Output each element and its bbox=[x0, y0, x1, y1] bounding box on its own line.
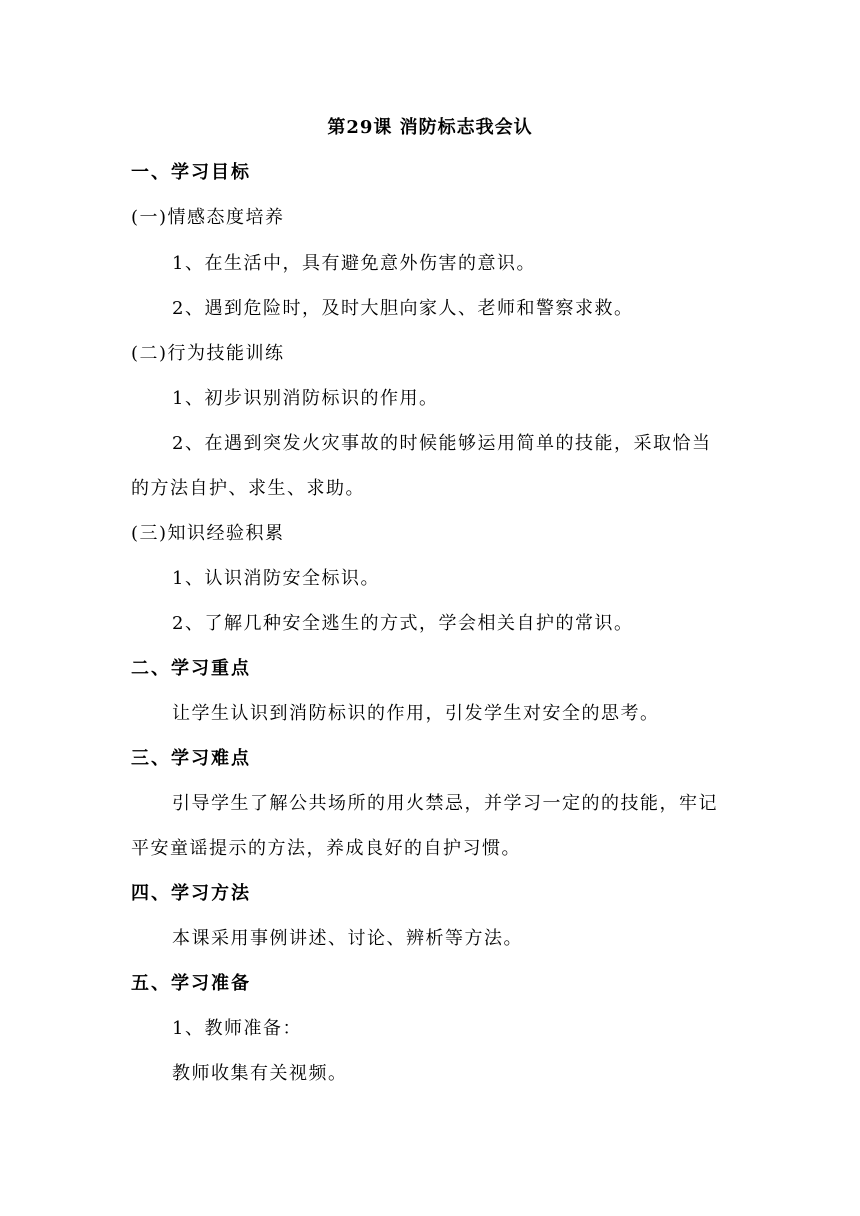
list-item: 1、教师准备： bbox=[172, 1018, 302, 1039]
list-item: 1、初步识别消防标识的作用。 bbox=[172, 388, 439, 409]
section-heading-learning-objectives: 一、学习目标 bbox=[131, 162, 251, 183]
list-item: 2、遇到危险时，及时大胆向家人、老师和警察求救。 bbox=[172, 298, 634, 319]
paragraph: 引导学生了解公共场所的用火禁忌，并学习一定的的技能，牢记 bbox=[172, 793, 718, 814]
subsection-heading-emotional-attitude: (一)情感态度培养 bbox=[131, 207, 285, 228]
paragraph: 让学生认识到消防标识的作用，引发学生对安全的思考。 bbox=[172, 703, 660, 724]
paragraph-continuation: 平安童谣提示的方法，养成良好的自护习惯。 bbox=[131, 838, 521, 859]
section-heading-preparation: 五、学习准备 bbox=[131, 973, 251, 994]
list-item: 2、在遇到突发火灾事故的时候能够运用简单的技能，采取恰当 bbox=[172, 433, 712, 454]
paragraph: 教师收集有关视频。 bbox=[172, 1063, 348, 1084]
list-item-continuation: 的方法自护、求生、求助。 bbox=[131, 478, 365, 499]
list-item: 1、在生活中，具有避免意外伤害的意识。 bbox=[172, 253, 536, 274]
section-heading-difficulties: 三、学习难点 bbox=[131, 748, 251, 769]
list-item: 1、认识消防安全标识。 bbox=[172, 568, 380, 589]
section-heading-methods: 四、学习方法 bbox=[131, 883, 251, 904]
list-item: 2、了解几种安全逃生的方式，学会相关自护的常识。 bbox=[172, 613, 634, 634]
paragraph: 本课采用事例讲述、讨论、辨析等方法。 bbox=[172, 928, 523, 949]
section-heading-key-points: 二、学习重点 bbox=[131, 658, 251, 679]
subsection-heading-behavior-skills: (二)行为技能训练 bbox=[131, 343, 285, 364]
subsection-heading-knowledge-experience: (三)知识经验积累 bbox=[131, 523, 285, 544]
lesson-title: 第29课 消防标志我会认 bbox=[327, 117, 533, 138]
